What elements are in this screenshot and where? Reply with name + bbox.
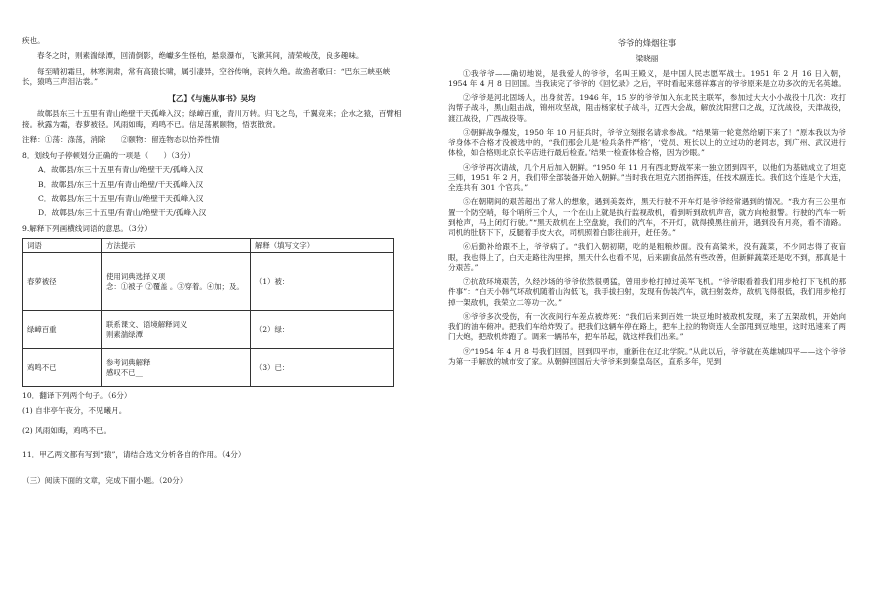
q8-option-d: D．故鄣县/东三十五里/有青山/绝壁干天/孤峰入汉 — [38, 208, 207, 217]
header-word: 词语 — [23, 238, 102, 253]
q9-table-header — [23, 238, 394, 253]
q11-stem: 11．甲乙两文都有写到“猿”，请结合选文分析各自的作用。（4分） — [22, 450, 246, 460]
table-row — [23, 311, 394, 349]
q8-option-b: B．故鄣县/东三十五里/有青山绝壁/干天孤峰入汉 — [38, 179, 204, 189]
article-paragraph-9: ⑨“1954 年 4 月 8 号我们回国，回到四平市，重新住在辽北学院。”从此以后，爷爷就在英雄城四平——这个爷爷为第一手解放的城市安了家。从朝鲜回国后大爷爷来到秦皇岛区，直系多年，见到 — [448, 346, 846, 366]
header-answer: 解释（填写文字） — [251, 238, 394, 253]
article-paragraph-7: ⑦抗敌环境艰苦，久经沙场的爷爷依然很勇猛，曾用步枪打掉过美军飞机。“爷爷眼看着我们用步枪打下飞机的那件事”：“白天小韩气坏敌机随着山沟低飞，我手拔扫射，发现有伪装汽车，就扫射轰炸，敌机飞得很低，我们用步枪打掉一架敌机，我荣立二等功一次。” — [448, 277, 846, 307]
q9-stem: 9.解释下列画横线词语的意思。（3分） — [22, 224, 152, 234]
intro-line-2: 每至晴初霜旦，林寒涧肃，常有高猿长啸，属引凄异，空谷传响，哀转久绝。故渔者歌曰：“巴东三峡巫峡长，猿鸣三声泪沾裳。” — [22, 66, 391, 86]
article-paragraph-6: ⑥后勤补给跟不上，爷爷病了。“我们入朝初期，吃的是粗粮炒面。没有高粱米，没有蔬菜，不少同志得了夜盲眼，我也得上了，白天走路往沟里摔，黑天什么也看不见，后来副食品然有些改善，但新鲜蔬菜还是吃不到，那真是十分艰苦。” — [448, 242, 846, 272]
article-paragraph-4: ④爷爷再次请战，几个月后加入朝鲜。“1950 年 11 月有西北野战军来一独立团到四平，以他们为基础成立了坦克三师，1951 年 2 月，我们带全部装备开始入朝鲜。”当时我在坦克六团指挥连，任技术副连长。我们这个连是个大连，全连共有 301 个官兵。” — [448, 162, 846, 193]
row-method — [102, 253, 251, 311]
method-line: 感叹不已__ — [106, 367, 143, 377]
method-line: 联系课文、语境解释词义 — [106, 320, 188, 329]
method-line: 参考词典解释 — [106, 358, 151, 367]
passage-note: 注释：①荡：涤荡，消除 ②颐物：留连物态以怡养性情 — [22, 134, 220, 144]
passage-title: 【乙】《与施从事书》吴均 — [168, 94, 256, 103]
table-row — [23, 349, 394, 387]
q8-option-a: A．故鄣县/东三十五里有青山/绝壁干天/孤峰入汉 — [38, 165, 204, 175]
article-paragraph-3: ③朝鲜战争爆发，1950 年 10 月征兵时，爷爷立刻报名请求参战。“结果第一轮竟然给刷下来了！”原本我以为爷爷身体不合格才没被选中的，“我们那会儿是‘检兵条件严格’，‘党员、班长以上的立过功的老同志，到广州、武汉进行体检，如合格则北京长辛店进行最后检查。’结果一检查体检合格，因为沙眼。” — [448, 127, 846, 158]
row-method — [102, 349, 251, 387]
row-method — [102, 311, 251, 349]
method-line: 使用词典选择义项 — [106, 272, 166, 281]
q9-table — [22, 238, 394, 388]
passage-text: 故鄣县东三十五里有青山绝壁干天孤峰入汉；绿嶂百重，青川万转。归飞之鸟，千翼竞来；企水之猿，百臂相接。秋露为霜，春萝被径。风雨如晦，鸡鸣不已。信足荡累颐物，悟衷散赏。 — [22, 109, 402, 129]
q8-stem: 8．划线句子停顿划分正确的一项是（ ）（3分） — [22, 151, 195, 160]
row-answer: （1）被： — [251, 253, 394, 311]
row-word: 鸡鸣不已 — [23, 349, 102, 387]
section3-heading: （三）阅读下面的文章，完成下面小题。（20分） — [22, 476, 188, 486]
row-answer: （3）已： — [251, 349, 394, 387]
article-paragraph-1: ①我爷爷——确切地说，是我爱人的爷爷，名叫王殿义，是中国人民志愿军战士。1951 年 2 月 16 日入朝，1954 年 4 月 8 日回国。当我读完了爷爷的《回忆录》之后，平时看起来慈祥寡言的爷爷原来是立功多次的无名英雄。 — [448, 68, 846, 88]
article-title: 爷爷的烽烟往事 — [617, 38, 677, 48]
right-column — [448, 36, 846, 367]
table-row — [23, 253, 394, 311]
q10-item-1: (1) 自非亭午夜分，不见曦月。 — [22, 405, 127, 415]
row-word: 绿嶂百重 — [23, 311, 102, 349]
left-column — [22, 36, 402, 487]
method-line: 则素湍绿潭 — [106, 329, 143, 339]
article-paragraph-2: ②爷爷是河北固场人，出身贫苦。1946 年，15 岁的爷爷加入东北民主联军，参加过大大小小战役十几次：攻打沟帮子战斗，黑山阻击战，锦州攻坚战，阻击杨家杖子战斗，辽西大会战，解放沈阳营口之战，辽沈战役，天津战役，渡江战役，广西战役等。 — [448, 93, 846, 123]
row-word: 春萝被径 — [23, 253, 102, 311]
q10-item-2: (2) 风雨如晦，鸡鸣不已。 — [22, 425, 112, 435]
article-paragraph-5: ⑤在朝期间的艰苦超出了常人的想象，遇到美轰炸，黑天行驶不开车灯是爷爷经常遇到的情况。“我方有三公里布置一个防空哨，每个哨所三个人，一个在山上就是执行监视敌机，看到听到敌机声音，就方向枪报警。行驶的汽车一听到枪声，马上闭灯行驶。”“黑天敌机在上空盘旋，我们的汽车，不开灯，就得摸黑往前开，遇到没有月亮，看不清路。司机的肚脐下下，反腿着手皮大衣，司机照着白影往前开，赶任务。” — [448, 197, 846, 238]
method-line: 念：①被子 ②覆盖 。③穿着。④加；及。 — [106, 281, 244, 291]
article-paragraph-8: ⑧爷爷多次受伤，有一次夜间行车差点被炸死：“我们后来到百姓一块豆地时被敌机发现，来了五架敌机，开始向我们的油车俯冲。把我们车给炸毁了。把我们这辆车停在路上，把车上拉的物资连人全部甩到豆地里，这时迅速来了两门大炮，把敌机炸跑了。调来一辆吊车，把车吊起，就这样我们出来。” — [448, 311, 846, 342]
row-answer: （2）绿： — [251, 311, 394, 349]
intro-line-0: 疾也。 — [22, 36, 45, 45]
intro-line-1: 春冬之时，则素湍绿潭，回清倒影，绝巘多生怪柏，悬泉瀑布，飞漱其间，清荣峻茂，良多趣味。 — [37, 51, 364, 61]
q8-option-c: C．故鄣县/东三十五里/有青山/绝壁干天孤峰入汉 — [38, 193, 204, 203]
header-method: 方法提示 — [102, 238, 251, 253]
q10-stem: 10．翻译下列两个句子。（6分） — [22, 391, 132, 401]
article-author: 梁晓丽 — [635, 54, 659, 64]
